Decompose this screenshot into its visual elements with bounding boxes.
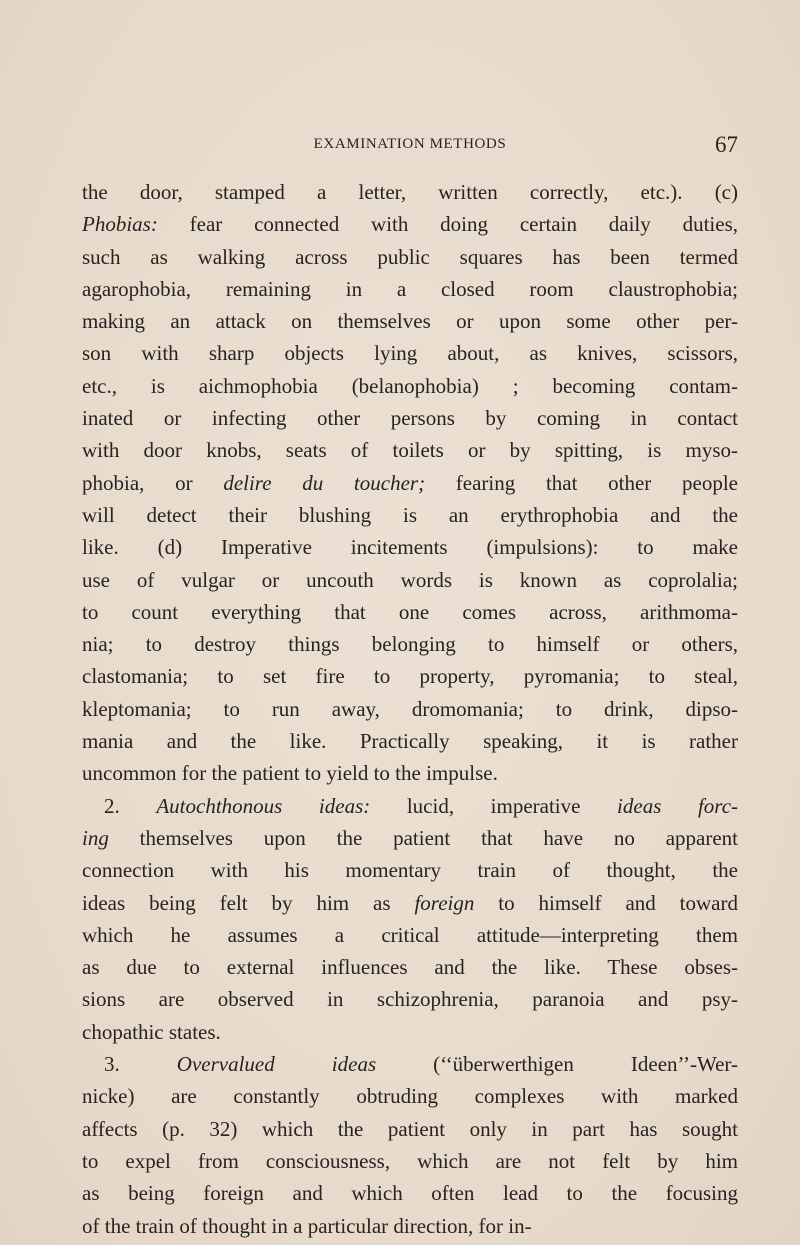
text-line xyxy=(82,176,738,208)
text-line xyxy=(82,305,738,337)
text-segment: making an attack on themselves or upon some other per- xyxy=(82,309,738,334)
page-number: 67 xyxy=(715,132,738,157)
text-segment: ideas being felt by him as xyxy=(82,890,415,915)
text-segment: inated or infecting other persons by coming in contact xyxy=(82,406,738,431)
text-segment: to count everything that one comes across, arithmoma- xyxy=(82,599,738,624)
text-line xyxy=(82,596,738,628)
text-segment: as being foreign and which often lead to the focusing xyxy=(82,1181,738,1206)
text-segment: fear connected with doing certain daily duties, xyxy=(157,212,738,237)
text-segment: will detect their blushing is an erythrophobia and the xyxy=(82,502,738,527)
text-line xyxy=(82,1177,738,1209)
text-segment: phobia, or xyxy=(82,470,224,495)
paragraph xyxy=(82,176,738,790)
text-segment: mania and the like. Practically speaking, it is rather xyxy=(82,729,738,754)
text-segment: (‘‘überwerthigen Ideen’’-Wer- xyxy=(376,1052,738,1077)
text-segment: connection with his momentary train of thought, the xyxy=(82,858,738,883)
text-line xyxy=(82,725,738,757)
text-line xyxy=(82,1113,738,1145)
text-segment: use of vulgar or uncouth words is known as coprolalia; xyxy=(82,567,738,592)
text-segment: sions are observed in schizophrenia, paranoia and psy- xyxy=(82,987,738,1012)
italic-term: foreign xyxy=(414,890,475,915)
text-segment: such as walking across public squares has been termed xyxy=(82,244,738,269)
text-line xyxy=(82,1145,738,1177)
text-line xyxy=(82,887,738,919)
italic-term: Phobias: xyxy=(82,212,158,237)
text-segment: fearing that other people xyxy=(425,470,738,495)
text-segment: clastomania; to set fire to property, pyromania; to steal, xyxy=(82,664,738,689)
running-head-title: EXAMINATION METHODS xyxy=(313,136,507,152)
text-segment: nicke) are constantly obtruding complexes with marked xyxy=(82,1084,738,1109)
text-line xyxy=(82,531,738,563)
paragraph xyxy=(82,790,738,1048)
text-line xyxy=(82,951,738,983)
text-segment: son with sharp objects lying about, as knives, scissors, xyxy=(82,341,738,366)
text-line xyxy=(82,790,738,822)
text-segment: kleptomania; to run away, dromomania; to drink, dipso- xyxy=(82,696,738,721)
text-segment: to expel from consciousness, which are not felt by him xyxy=(82,1148,738,1173)
text-line xyxy=(82,1210,738,1242)
text-segment: of the train of thought in a particular direction, for in- xyxy=(82,1213,532,1238)
text-line xyxy=(82,370,738,402)
text-segment: like. (d) Imperative incitements (impulsions): to make xyxy=(82,535,738,560)
text-segment: the door, stamped a letter, written correctly, etc.). (c) xyxy=(82,180,738,204)
text-line xyxy=(82,402,738,434)
running-head xyxy=(82,132,738,158)
text-segment: 2. xyxy=(104,793,157,818)
text-segment: lucid, imperative xyxy=(370,793,618,818)
text-line xyxy=(82,564,738,596)
text-segment: to himself and toward xyxy=(474,890,738,915)
italic-term: Overvalued ideas xyxy=(176,1052,377,1077)
text-segment: which he assumes a critical attitude—interpreting them xyxy=(82,922,738,947)
text-segment: uncommon for the patient to yield to the impulse. xyxy=(82,761,498,786)
text-segment: agarophobia, remaining in a closed room claustrophobia; xyxy=(82,276,738,301)
text-segment: 3. xyxy=(104,1052,177,1077)
text-line xyxy=(82,660,738,692)
text-segment: etc., is aichmophobia (belanophobia) ; becoming contam- xyxy=(82,373,738,398)
text-line xyxy=(82,499,738,531)
body-text xyxy=(82,176,738,1242)
paragraph xyxy=(82,1048,738,1242)
text-line xyxy=(82,1016,738,1048)
text-line xyxy=(82,1048,738,1080)
text-line xyxy=(82,628,738,660)
italic-term: Autochthonous ideas: xyxy=(156,793,371,818)
text-line xyxy=(82,757,738,789)
text-segment: themselves upon the patient that have no apparent xyxy=(108,825,738,850)
text-segment: affects (p. 32) which the patient only in part has sought xyxy=(82,1116,738,1141)
text-line xyxy=(82,467,738,499)
text-segment: chopathic states. xyxy=(82,1019,221,1044)
italic-term: ing xyxy=(82,825,109,850)
text-line xyxy=(82,273,738,305)
text-line xyxy=(82,693,738,725)
text-line xyxy=(82,434,738,466)
text-segment: with door knobs, seats of toilets or by spitting, is myso- xyxy=(82,438,738,463)
text-line xyxy=(82,822,738,854)
text-segment: as due to external influences and the like. These obses- xyxy=(82,955,738,980)
text-line xyxy=(82,919,738,951)
text-line xyxy=(82,241,738,273)
text-line xyxy=(82,337,738,369)
text-line xyxy=(82,854,738,886)
text-line xyxy=(82,983,738,1015)
text-segment: nia; to destroy things belonging to himself or others, xyxy=(82,632,738,657)
italic-term: delire du toucher; xyxy=(223,470,426,495)
italic-term: ideas forc- xyxy=(617,793,739,818)
text-line xyxy=(82,208,738,240)
text-line xyxy=(82,1080,738,1112)
